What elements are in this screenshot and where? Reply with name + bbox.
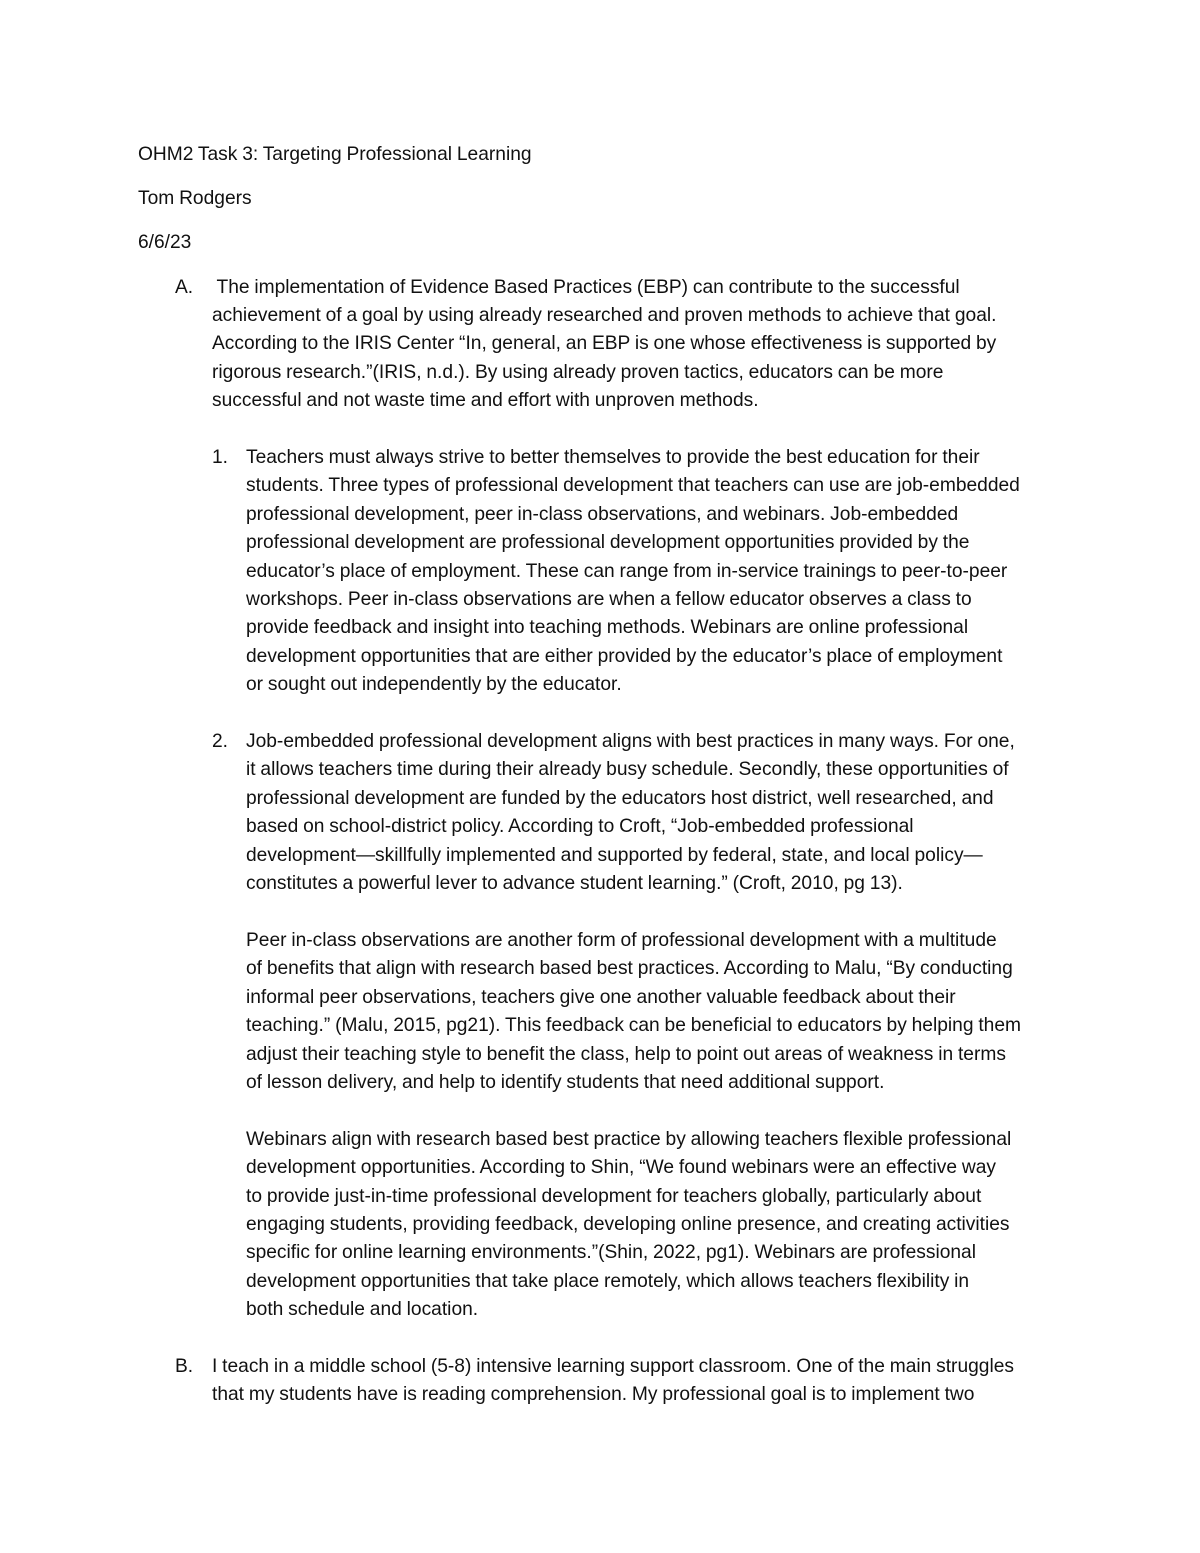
list-item-1-marker: 1. xyxy=(212,447,229,469)
section-a-line: According to the IRIS Center “In, general, an EBP is one whose effectiveness is supported by xyxy=(212,333,997,355)
list-item-2-paragraph-peer-observations xyxy=(138,927,1068,1097)
numbered-list xyxy=(138,444,1068,1325)
section-a-line: achievement of a goal by using already researched and proven methods to achieve that goal. xyxy=(212,305,997,327)
list-item-1 xyxy=(138,444,1068,700)
list-item-2-line: development—skillfully implemented and supported by federal, state, and local policy— xyxy=(246,844,983,866)
section-a-line: The implementation of Evidence Based Practices (EBP) can contribute to the successful xyxy=(212,276,960,298)
section-b-line: I teach in a middle school (5-8) intensive learning support classroom. One of the main struggles xyxy=(212,1355,1014,1377)
section-a-line: successful and not waste time and effort with unproven methods. xyxy=(212,390,759,412)
paragraph-line: teaching.” (Malu, 2015, pg21). This feedback can be beneficial to educators by helping them xyxy=(246,1015,1021,1037)
list-item-1-line: professional development are professional development opportunities provided by the xyxy=(246,532,970,554)
list-item-2-line: professional development are funded by the educators host district, well researched, and xyxy=(246,787,994,809)
paragraph-line: adjust their teaching style to benefit the class, help to point out areas of weakness in terms xyxy=(246,1043,1006,1065)
section-b-marker: B. xyxy=(175,1355,194,1377)
section-a-marker: A. xyxy=(175,276,194,298)
list-item-2-marker: 2. xyxy=(212,731,229,753)
paragraph-line: engaging students, providing feedback, developing online presence, and creating activities xyxy=(246,1213,1010,1235)
list-item-1-line: professional development, peer in-class observations, and webinars. Job-embedded xyxy=(246,503,959,525)
document-body xyxy=(138,141,1068,1409)
paragraph-line: to provide just-in-time professional development for teachers globally, particularly about xyxy=(246,1185,982,1207)
list-item-2-line: Job-embedded professional development aligns with best practices in many ways. For one, xyxy=(246,731,1015,753)
paragraph-line: informal peer observations, teachers give one another valuable feedback about their xyxy=(246,986,956,1008)
paragraph-line: both schedule and location. xyxy=(246,1299,479,1321)
list-item-2-line: based on school-district policy. According to Croft, “Job-embedded professional xyxy=(246,816,914,838)
list-item-2-line: it allows teachers time during their already busy schedule. Secondly, these opportunities of xyxy=(246,759,1009,781)
section-a xyxy=(138,274,1068,416)
list-item-2 xyxy=(138,728,1068,898)
list-item-1-line: educator’s place of employment. These can range from in-service trainings to peer-to-peer xyxy=(246,560,1008,582)
list-item-1-line: students. Three types of professional development that teachers can use are job-embedded xyxy=(246,475,1020,497)
list-item-2-paragraph-webinars xyxy=(138,1126,1068,1325)
document-date: 6/6/23 xyxy=(138,232,192,254)
list-item-1-line: workshops. Peer in-class observations are when a fellow educator observes a class to xyxy=(246,589,972,611)
paragraph-line: of lesson delivery, and help to identify students that need additional support. xyxy=(246,1071,885,1093)
list-item-2-line: constitutes a powerful lever to advance student learning.” (Croft, 2010, pg 13). xyxy=(246,873,903,895)
paragraph-line: specific for online learning environments.”(Shin, 2022, pg1). Webinars are professional xyxy=(246,1242,976,1264)
paragraph-line: Peer in-class observations are another form of professional development with a multitude xyxy=(246,929,997,951)
paragraph-line: development opportunities that take place remotely, which allows teachers flexibility in xyxy=(246,1270,970,1292)
list-item-1-line: or sought out independently by the educator. xyxy=(246,674,622,696)
section-b-line: that my students have is reading comprehension. My professional goal is to implement two xyxy=(212,1383,975,1405)
document-title: OHM2 Task 3: Targeting Professional Learning xyxy=(138,144,532,165)
author-name: Tom Rodgers xyxy=(138,188,252,210)
list-item-1-line: Teachers must always strive to better themselves to provide the best education for their xyxy=(246,447,980,469)
paragraph-line: development opportunities. According to Shin, “We found webinars were an effective way xyxy=(246,1157,996,1179)
list-item-1-line: development opportunities that are either provided by the educator’s place of employment xyxy=(246,645,1003,667)
section-a-line: rigorous research.”(IRIS, n.d.). By using already proven tactics, educators can be more xyxy=(212,361,944,383)
list-item-1-line: provide feedback and insight into teaching methods. Webinars are online professional xyxy=(246,617,969,639)
paragraph-line: Webinars align with research based best practice by allowing teachers flexible professional xyxy=(246,1128,1012,1150)
paragraph-line: of benefits that align with research based best practices. According to Malu, “By conducting xyxy=(246,958,1013,980)
section-b xyxy=(138,1353,1068,1410)
